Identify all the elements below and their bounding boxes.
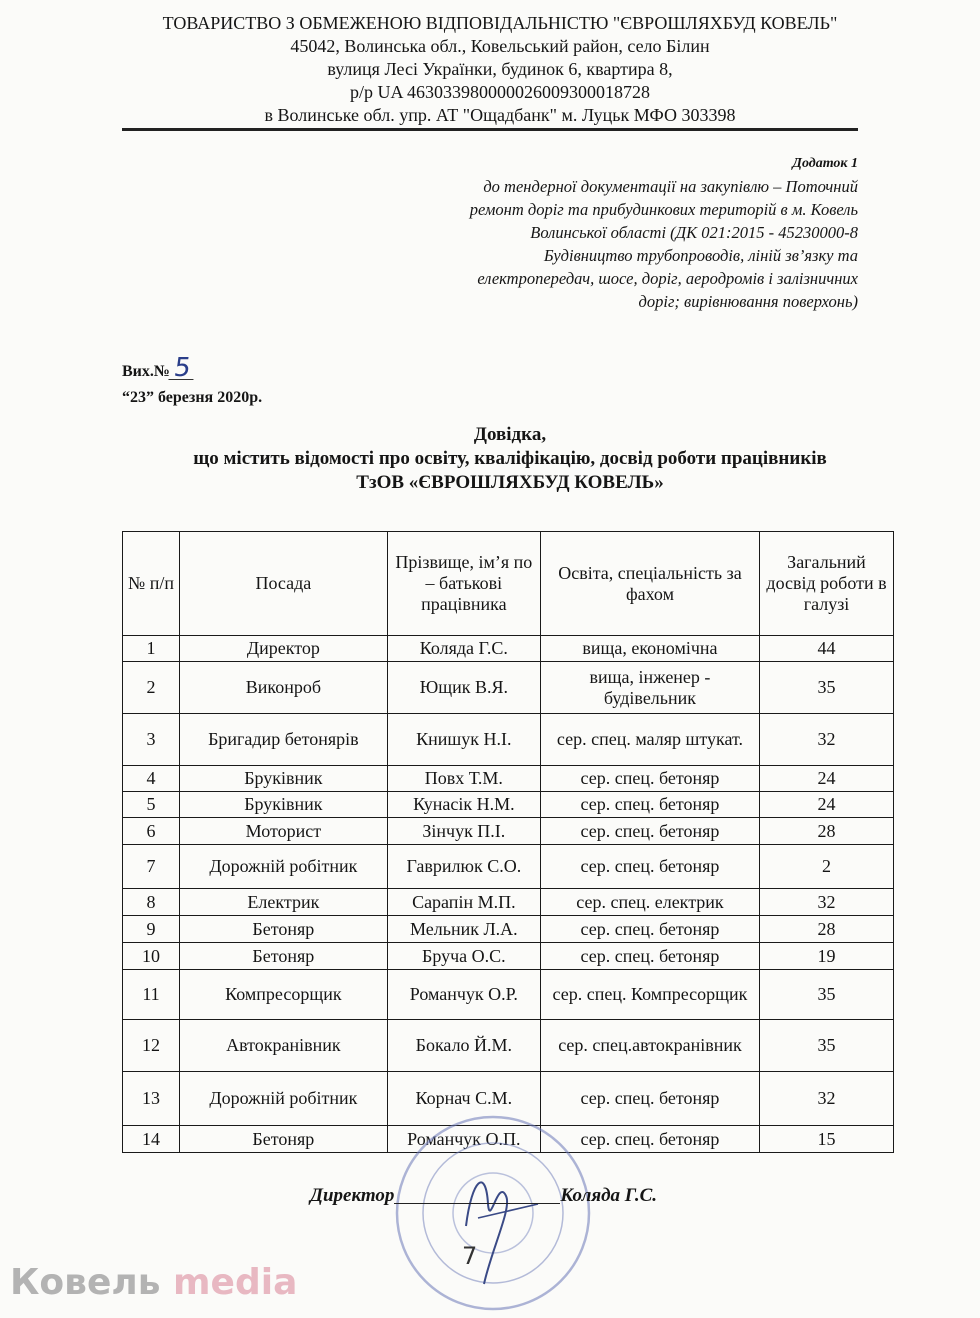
- table-row: [123, 845, 894, 889]
- header-experience: Загальний досвід роботи в галузі: [760, 532, 894, 636]
- cell-experience: 35: [760, 1020, 894, 1072]
- letterhead-street: вулиця Лесі Українки, будинок 6, квартира 8,: [327, 59, 673, 79]
- cell-number: 12: [123, 1020, 180, 1072]
- cell-name: Гаврилюк С.О.: [387, 845, 540, 889]
- cell-experience: 24: [760, 792, 894, 818]
- cell-position: Автокранівник: [180, 1020, 388, 1072]
- cell-name: Кунасік Н.М.: [387, 792, 540, 818]
- cell-experience: 35: [760, 970, 894, 1020]
- cell-name: Повх Т.М.: [387, 766, 540, 792]
- cell-experience: 28: [760, 916, 894, 943]
- addendum-line: електропередач, шосе, доріг, аеродромів і залізничних: [477, 269, 858, 288]
- handwritten-page-number: 7: [462, 1242, 478, 1270]
- letterhead-address: 45042, Волинська обл., Ковельський район, село Білин: [290, 36, 710, 56]
- outgoing-reference: [122, 353, 263, 411]
- header-name: Прізвище, ім’я по – батькові працівника: [387, 532, 540, 636]
- cell-position: Виконроб: [180, 662, 388, 714]
- cell-position: Бетоняр: [180, 943, 388, 970]
- cell-position: Бригадир бетонярів: [180, 714, 388, 766]
- cell-position: Електрик: [180, 889, 388, 916]
- cell-education: сер. спец. електрик: [540, 889, 759, 916]
- table-row: [123, 916, 894, 943]
- cell-education: сер. спец. бетоняр: [540, 845, 759, 889]
- outgoing-number: 5: [168, 357, 196, 380]
- cell-number: 3: [123, 714, 180, 766]
- cell-number: 13: [123, 1072, 180, 1126]
- cell-name: Корнач С.М.: [387, 1072, 540, 1126]
- cell-number: 7: [123, 845, 180, 889]
- cell-education: сер. спец. маляр штукат.: [540, 714, 759, 766]
- cell-experience: 28: [760, 818, 894, 845]
- cell-experience: 32: [760, 1072, 894, 1126]
- title-line: ТзОВ «ЄВРОШЛЯХБУД КОВЕЛЬ»: [356, 472, 664, 493]
- table-row: [123, 662, 894, 714]
- header-position: Посада: [180, 532, 388, 636]
- header-education: Освіта, спеціальність за фахом: [540, 532, 759, 636]
- signature-line: [310, 1185, 657, 1207]
- signature-role: Директор: [310, 1185, 395, 1206]
- table-row: [123, 792, 894, 818]
- addendum-line: ремонт доріг та прибудинкових територій в м. Ковель: [469, 200, 858, 219]
- table-row: [123, 889, 894, 916]
- cell-position: Бруківник: [180, 766, 388, 792]
- cell-experience: 35: [760, 662, 894, 714]
- cell-name: Мельник Л.А.: [387, 916, 540, 943]
- header-number: № п/п: [123, 532, 180, 636]
- cell-number: 2: [123, 662, 180, 714]
- cell-experience: 32: [760, 714, 894, 766]
- cell-position: Компресорщик: [180, 970, 388, 1020]
- cell-name: Коляда Г.С.: [387, 636, 540, 662]
- cell-name: Зінчук П.І.: [387, 818, 540, 845]
- cell-experience: 19: [760, 943, 894, 970]
- cell-education: сер. спец. бетоняр: [540, 943, 759, 970]
- cell-position: Дорожній робітник: [180, 1072, 388, 1126]
- addendum-line: доріг; вирівнювання поверхонь): [638, 292, 858, 311]
- table-row: [123, 1020, 894, 1072]
- cell-number: 8: [123, 889, 180, 916]
- cell-name: Сарапін М.П.: [387, 889, 540, 916]
- cell-education: вища, інженер - будівельник: [540, 662, 759, 714]
- cell-education: сер. спец. бетоняр: [540, 818, 759, 845]
- table-row: [123, 766, 894, 792]
- cell-number: 5: [123, 792, 180, 818]
- cell-education: сер. спец. бетоняр: [540, 1126, 759, 1153]
- cell-education: вища, економічна: [540, 636, 759, 662]
- watermark-part1: Ковель: [10, 1262, 161, 1303]
- staff-table: [122, 531, 894, 1153]
- title-line: Довідка,: [473, 424, 547, 445]
- cell-name: Бруча О.С.: [387, 943, 540, 970]
- cell-experience: 15: [760, 1126, 894, 1153]
- signature-blank: [394, 1202, 560, 1204]
- cell-number: 10: [123, 943, 180, 970]
- table-row: [123, 818, 894, 845]
- cell-education: сер. спец. Компресорщик: [540, 970, 759, 1020]
- cell-experience: 24: [760, 766, 894, 792]
- cell-education: сер. спец. бетоняр: [540, 1072, 759, 1126]
- letterhead-account: р/р UA 463033980000026009300018728: [349, 82, 650, 102]
- outgoing-label: Вих.№: [122, 363, 170, 380]
- watermark-part2: media: [173, 1262, 298, 1303]
- addendum-line: Волинської області (ДК 021:2015 - 45230000-8: [530, 223, 858, 242]
- cell-number: 9: [123, 916, 180, 943]
- cell-education: сер. спец. бетоняр: [540, 916, 759, 943]
- table-row: [123, 636, 894, 662]
- cell-name: Бокало Й.М.: [387, 1020, 540, 1072]
- cell-number: 6: [123, 818, 180, 845]
- cell-experience: 32: [760, 889, 894, 916]
- addendum-line: Будівництво трубопроводів, ліній зв’язку та: [543, 246, 858, 265]
- outgoing-date: “23” березня 2020р.: [122, 389, 263, 406]
- cell-experience: 2: [760, 845, 894, 889]
- letterhead: [100, 12, 900, 127]
- company-stamp: [388, 1108, 598, 1318]
- watermark: [10, 1262, 297, 1303]
- cell-education: сер. спец. бетоняр: [540, 792, 759, 818]
- addendum-line: до тендерної документації на закупівлю – Поточний: [483, 177, 858, 196]
- cell-position: Бетоняр: [180, 1126, 388, 1153]
- cell-number: 11: [123, 970, 180, 1020]
- addendum-title: Додаток 1: [792, 156, 858, 171]
- cell-number: 14: [123, 1126, 180, 1153]
- letterhead-divider: [122, 128, 858, 131]
- addendum-block: [390, 152, 858, 313]
- cell-name: Романчук О.Р.: [387, 970, 540, 1020]
- signature-name: Коляда Г.С.: [560, 1185, 658, 1206]
- document-title: [110, 423, 910, 495]
- cell-experience: 44: [760, 636, 894, 662]
- letterhead-bank: в Волинське обл. упр. АТ "Ощадбанк" м. Луцьк МФО 303398: [264, 105, 736, 125]
- cell-position: Дорожній робітник: [180, 845, 388, 889]
- cell-position: Бетоняр: [180, 916, 388, 943]
- cell-name: Ющик В.Я.: [387, 662, 540, 714]
- cell-position: Моторист: [180, 818, 388, 845]
- table-row: [123, 943, 894, 970]
- table-row: [123, 714, 894, 766]
- cell-name: Книшук Н.І.: [387, 714, 540, 766]
- cell-position: Бруківник: [180, 792, 388, 818]
- cell-education: сер. спец.автокранівник: [540, 1020, 759, 1072]
- cell-name: Романчук О.П.: [387, 1126, 540, 1153]
- cell-number: 1: [123, 636, 180, 662]
- cell-education: сер. спец. бетоняр: [540, 766, 759, 792]
- cell-position: Директор: [180, 636, 388, 662]
- title-line: що містить відомості про освіту, кваліфікацію, досвід роботи працівників: [193, 448, 827, 469]
- table-row: [123, 970, 894, 1020]
- cell-number: 4: [123, 766, 180, 792]
- table-header-row: [123, 532, 894, 636]
- letterhead-company: ТОВАРИСТВО З ОБМЕЖЕНОЮ ВІДПОВІДАЛЬНІСТЮ "ЄВРОШЛЯХБУД КОВЕЛЬ": [162, 13, 838, 33]
